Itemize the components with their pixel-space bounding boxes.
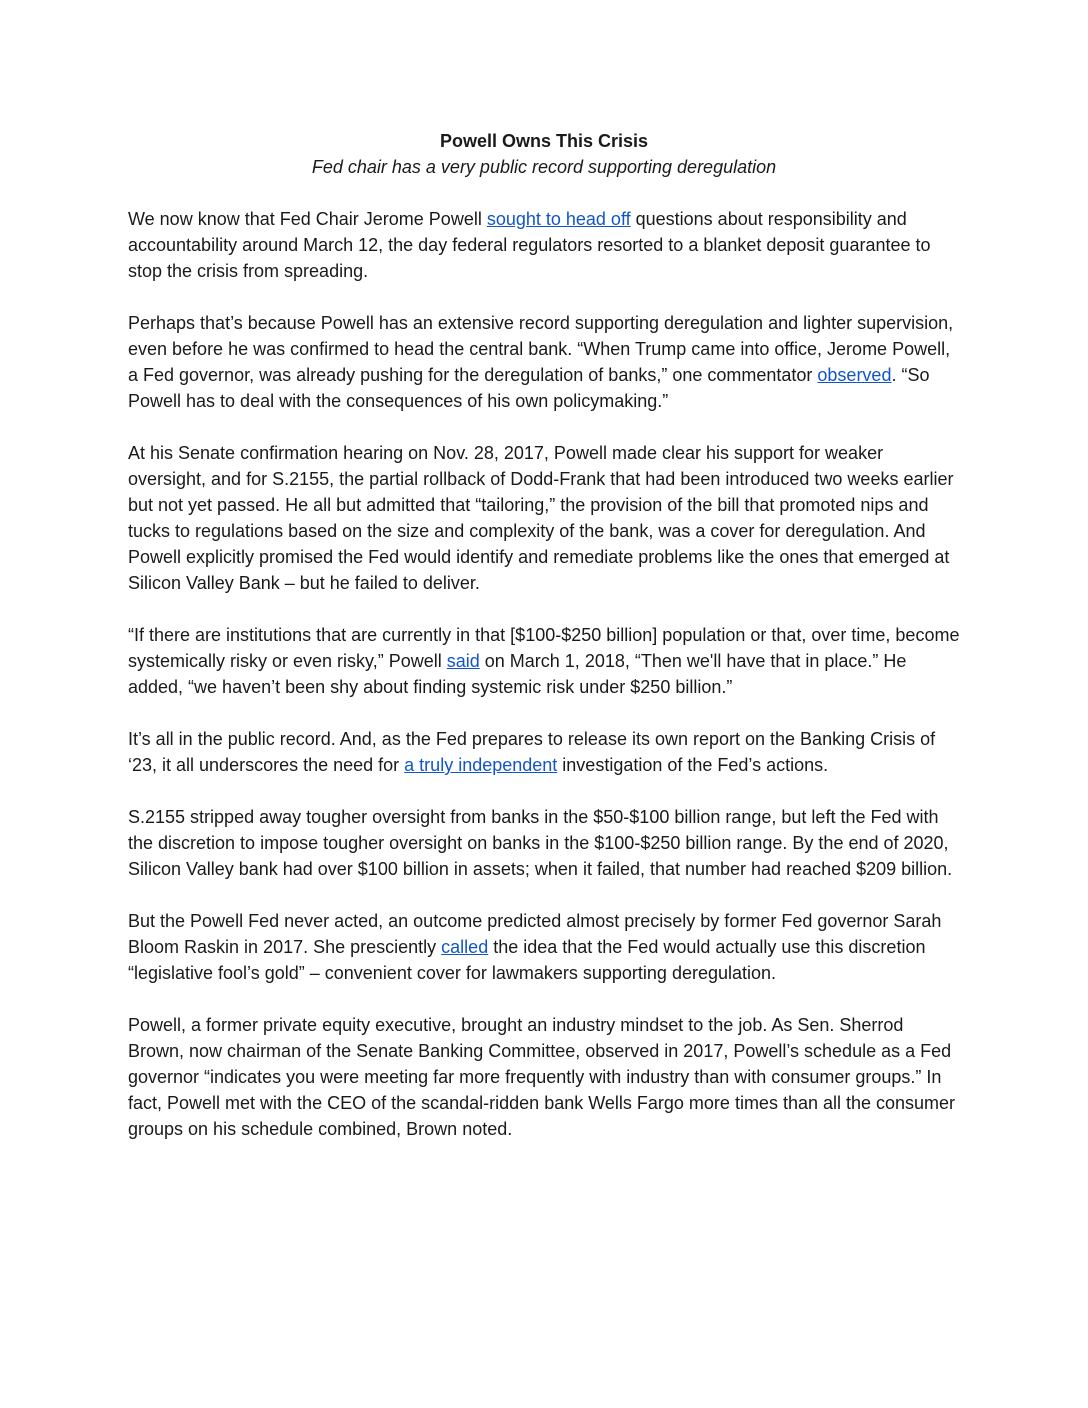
paragraph-text: questions about responsibility and accountability around March 12, the day federal regulators resorted to a blanket deposit guarantee to stop the crisis from spreading. bbox=[128, 209, 931, 281]
paragraph-text: “If there are institutions that are currently in that [$100-$250 billion] population or that, over time, become systemically risky or even risky,” Powell bbox=[128, 625, 960, 671]
paragraph-2 bbox=[128, 310, 960, 414]
paragraph-text: It’s all in the public record. And, as the Fed prepares to release its own report on the Banking Crisis of ‘23, it all underscores the need for bbox=[128, 729, 936, 775]
paragraph-text: We now know that Fed Chair Jerome Powell bbox=[128, 209, 487, 229]
paragraph-5 bbox=[128, 726, 960, 778]
paragraph-text: Powell, a former private equity executive, brought an industry mindset to the job. As Sen. Sherrod Brown, now chairman of the Senate Banking Committee, observed in 2017, Powell’s schedule as a Fed governor “indicates you were meeting far more frequently with industry than with consumer groups.” In fact, Powell met with the CEO of the scandal-ridden bank Wells Fargo more times than all the consumer groups on his schedule combined, Brown noted. bbox=[128, 1015, 956, 1139]
link-called[interactable]: called bbox=[441, 937, 489, 957]
paragraph-6 bbox=[128, 804, 960, 882]
document-page bbox=[128, 128, 960, 1168]
document-title: Powell Owns This Crisis bbox=[439, 131, 649, 151]
paragraph-text: on March 1, 2018, “Then we'll have that in place.” He added, “we haven’t been shy about finding systemic risk under $250 billion.” bbox=[128, 651, 907, 697]
paragraph-text: investigation of the Fed’s actions. bbox=[557, 755, 829, 775]
document-subtitle: Fed chair has a very public record supporting deregulation bbox=[311, 157, 777, 177]
paragraph-text: S.2155 stripped away tougher oversight from banks in the $50-$100 billion range, but left the Fed with the discretion to impose tougher oversight on banks in the $100-$250 billion range. By the end of 2020, Silicon Valley bank had over $100 billion in assets; when it failed, that number had reached $209 billion. bbox=[128, 807, 953, 879]
paragraph-text: the idea that the Fed would actually use this discretion “legislative fool’s gold” – convenient cover for lawmakers supporting deregulation. bbox=[128, 937, 926, 983]
paragraph-text: At his Senate confirmation hearing on Nov. 28, 2017, Powell made clear his support for weaker oversight, and for S.2155, the partial rollback of Dodd-Frank that had been introduced two weeks earlier but not yet passed. He all but admitted that “tailoring,” the provision of the bill that promoted nips and tucks to regulations based on the size and complexity of the bank, was a cover for deregulation. And Powell explicitly promised the Fed would identify and remediate problems like the ones that emerged at Silicon Valley Bank – but he failed to deliver. bbox=[128, 443, 954, 593]
paragraph-text: But the Powell Fed never acted, an outcome predicted almost precisely by former Fed governor Sarah Bloom Raskin in 2017. She presciently bbox=[128, 911, 942, 957]
link-a-truly-independent[interactable]: a truly independent bbox=[404, 755, 558, 775]
paragraph-1 bbox=[128, 206, 960, 284]
paragraph-text: . “So Powell has to deal with the consequences of his own policymaking.” bbox=[128, 365, 930, 411]
paragraph-8 bbox=[128, 1012, 960, 1142]
paragraph-3 bbox=[128, 440, 960, 596]
paragraph-7 bbox=[128, 908, 960, 986]
link-sought-to-head-off[interactable]: sought to head off bbox=[486, 209, 631, 229]
paragraph-text: Perhaps that’s because Powell has an extensive record supporting deregulation and lighter supervision, even before he was confirmed to head the central bank. “When Trump came into office, Jerome Powell, a Fed governor, was already pushing for the deregulation of banks,” one commentator bbox=[128, 313, 954, 385]
link-observed[interactable]: observed bbox=[817, 365, 892, 385]
paragraph-4 bbox=[128, 622, 960, 700]
link-said[interactable]: said bbox=[446, 651, 480, 671]
